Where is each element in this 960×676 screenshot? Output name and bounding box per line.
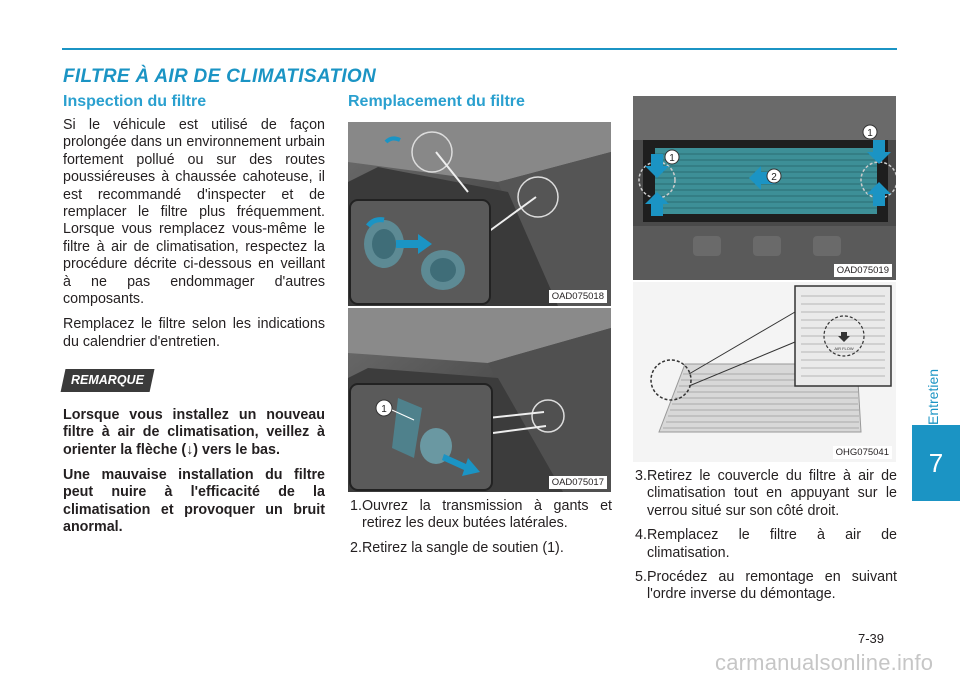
inspection-paragraph: Remplacez le filtre selon les indications du calendrier d'entretien. (63, 316, 325, 350)
figure-glovebox-stoppers (348, 122, 611, 306)
support-strap-illustration (348, 308, 611, 492)
figure-code: OAD075018 (549, 290, 607, 303)
callout-number: 1 (867, 128, 873, 139)
step-number: 3. (635, 468, 647, 484)
page-number: 7-39 (858, 631, 885, 646)
filter-cover-illustration (633, 96, 896, 280)
inspection-body (63, 117, 325, 545)
step-number: 4. (635, 527, 647, 544)
top-rule (62, 48, 897, 50)
inspection-paragraph: Si le véhicule est utilisé de façon prolongée dans un environnement urbain fortement pollué ou sur des routes poussiéreuses à chaussée cahoteuse, il est recommandé d'inspecter et de remplacer le filtre plus fréquemment. Lorsque vous remplacez vous-même le filtre à air de climatisation, respectez la procédure décrite ci-dessous en veillant à ne pas endommager d'autres composants. (63, 117, 325, 308)
figure-code: OAD075019 (834, 264, 892, 277)
figure-code: OAD075017 (549, 476, 607, 489)
callout-number: 2 (771, 172, 777, 183)
section-title: FILTRE À AIR DE CLIMATISATION (63, 66, 377, 87)
new-filter-illustration (633, 282, 896, 462)
step-number: 1. (350, 498, 362, 514)
step-item (635, 569, 897, 604)
step-item (635, 527, 897, 562)
figure-support-strap (348, 308, 611, 492)
steps-right (635, 468, 897, 611)
filter-label: AIR FLOW (834, 346, 854, 351)
step-item (350, 498, 612, 533)
figure-code: OHG075041 (833, 446, 892, 459)
chapter-tab: 7 (912, 425, 960, 501)
step-text: Retirez la sangle de soutien (1). (361, 539, 564, 556)
glovebox-stoppers-illustration (348, 122, 611, 306)
figure-new-filter (633, 282, 896, 462)
step-item (350, 540, 612, 557)
step-number: 2. (350, 539, 362, 556)
watermark: carmanualsonline.info (715, 650, 934, 675)
step-number: 5. (635, 569, 647, 586)
figure-filter-cover (633, 96, 896, 280)
side-tab-label: Entretien (925, 368, 941, 425)
step-text: Procédez au remontage en suivant l'ordre inverse du démontage. (646, 569, 897, 603)
steps-left (350, 498, 612, 564)
step-item (635, 468, 897, 520)
note-badge: REMARQUE (61, 369, 155, 392)
note-paragraph: Une mauvaise installation du filtre peut nuire à l'efficacité de la climatisation et provoquer un bruit anormal. (63, 466, 325, 536)
inspection-heading: Inspection du filtre (63, 93, 207, 110)
step-text: Remplacez le filtre à air de climatisation. (646, 527, 897, 561)
step-text: Ouvrez la transmission à gants et retirez les deux butées latérales. (361, 498, 612, 532)
note-paragraph: Lorsque vous installez un nouveau filtre à air de climatisation, veillez à orienter la flèche (↓) vers le bas. (63, 406, 325, 458)
step-text: Retirez le couvercle du filtre à air de climatisation tout en appuyant sur le verrou situé sur son côté droit. (646, 468, 897, 519)
callout-number: 1 (381, 404, 387, 415)
callout-number: 1 (669, 153, 675, 164)
replacement-heading: Remplacement du filtre (348, 93, 525, 110)
